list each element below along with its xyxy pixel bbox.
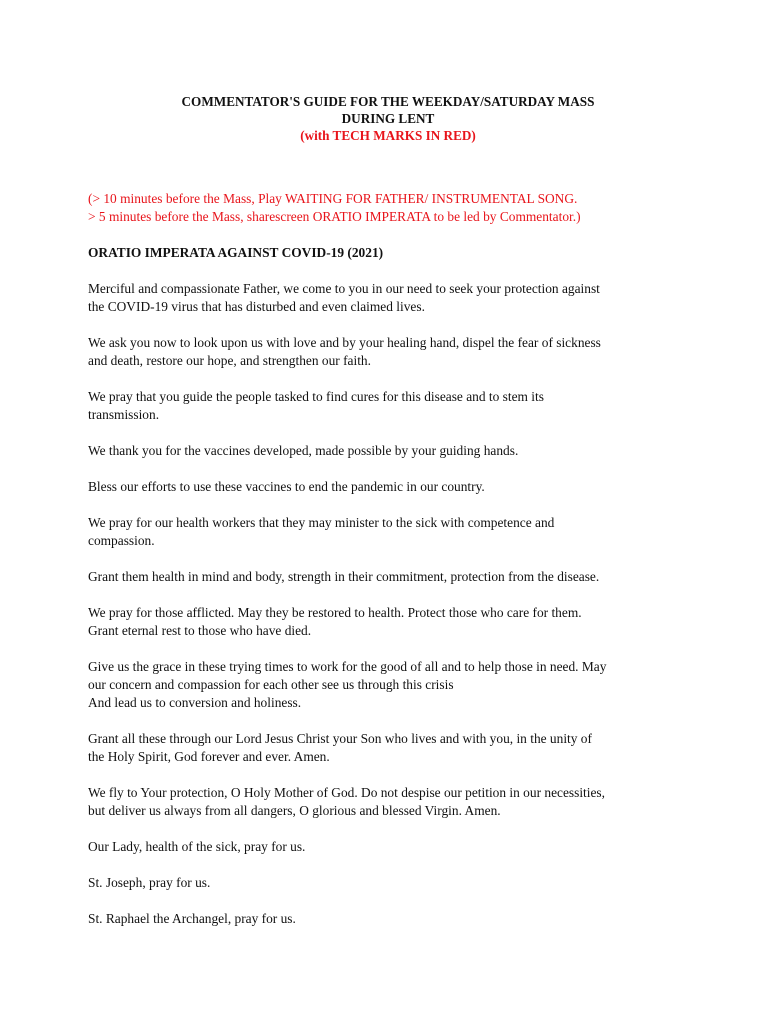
tech-notes — [88, 190, 688, 226]
prayer-paragraph-4: We thank you for the vaccines developed, made possible by your guiding hands. — [88, 443, 519, 458]
prayer-paragraph-9: Give us the grace in these trying times to work for the good of all and to help those in need. May our concern and compassion for each other see us through this crisis And lead us to conversion and holiness. — [88, 659, 607, 710]
prayer-paragraph-2: We ask you now to look upon us with love and by your healing hand, dispel the fear of sickness and death, restore our hope, and strengthen our faith. — [88, 335, 601, 368]
document-title-line-2: DURING LENT — [341, 111, 435, 126]
prayer-paragraph-11: We fly to Your protection, O Holy Mother of God. Do not despise our petition in our necessities, but deliver us always from all dangers, O glorious and blessed Virgin. Amen. — [88, 785, 605, 818]
prayer-paragraph-10: Grant all these through our Lord Jesus Christ your Son who lives and with you, in the unity of the Holy Spirit, God forever and ever. Amen. — [88, 731, 592, 764]
document-content — [88, 93, 688, 928]
prayer-paragraph-12: Our Lady, health of the sick, pray for us. — [88, 839, 306, 854]
document-subtitle-tech-marks: (with TECH MARKS IN RED) — [300, 128, 476, 143]
prayer-paragraph-3: We pray that you guide the people tasked to find cures for this disease and to stem its transmission. — [88, 389, 544, 422]
tech-note-line-1: (> 10 minutes before the Mass, Play WAITING FOR FATHER/ INSTRUMENTAL SONG. — [88, 191, 578, 206]
prayer-paragraph-13: St. Joseph, pray for us. — [88, 875, 211, 890]
section-heading: ORATIO IMPERATA AGAINST COVID-19 (2021) — [88, 245, 384, 260]
tech-note-line-2: > 5 minutes before the Mass, sharescreen ORATIO IMPERATA to be led by Commentator.) — [88, 209, 581, 224]
prayer-paragraph-1: Merciful and compassionate Father, we come to you in our need to seek your protection against the COVID-19 virus that has disturbed and even claimed lives. — [88, 281, 600, 314]
document-title-line-1: COMMENTATOR'S GUIDE FOR THE WEEKDAY/SATURDAY MASS — [181, 94, 595, 109]
prayer-paragraph-5: Bless our efforts to use these vaccines to end the pandemic in our country. — [88, 479, 485, 494]
prayer-paragraph-14: St. Raphael the Archangel, pray for us. — [88, 911, 296, 926]
prayer-paragraph-6: We pray for our health workers that they may minister to the sick with competence and compassion. — [88, 515, 555, 548]
prayer-paragraph-7: Grant them health in mind and body, strength in their commitment, protection from the disease. — [88, 569, 600, 584]
prayer-paragraph-8: We pray for those afflicted. May they be restored to health. Protect those who care for them. Grant eternal rest to those who have died. — [88, 605, 582, 638]
